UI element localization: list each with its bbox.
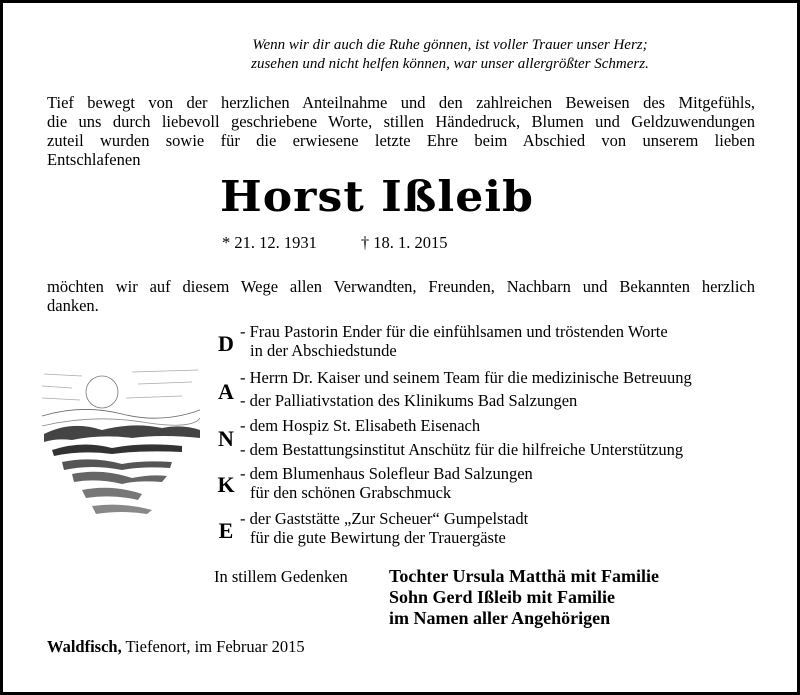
thanks-text	[47, 277, 755, 315]
poem	[0, 36, 800, 74]
intro-text	[47, 93, 755, 169]
danke-item-line: - dem Hospiz St. Elisabeth Eisenach	[240, 416, 481, 435]
thanks-line: danken.	[47, 296, 99, 315]
danke-item-line: für den schönen Grabschmuck	[250, 483, 452, 502]
intro-line: Tief bewegt von der herzlichen Anteilnahme und den zahlreichen Beweisen des Mitgefühls,	[47, 93, 755, 112]
danke-letter: D	[218, 331, 234, 356]
danke-letter: A	[218, 379, 234, 404]
danke-item	[240, 509, 528, 547]
danke-item-line: - dem Blumenhaus Solefleur Bad Salzungen	[240, 464, 533, 483]
place-name: Waldfisch,	[47, 637, 122, 656]
danke-item-line: - Herrn Dr. Kaiser und seinem Team für die medizinische Betreuung	[240, 368, 692, 387]
danke-item	[240, 416, 480, 435]
signers	[389, 566, 659, 629]
intro-line: die uns durch liebevoll geschriebene Worte, stillen Händedruck, Blumen und Geldzuwendungen	[47, 112, 755, 131]
danke-item-line: in der Abschiedstunde	[250, 341, 397, 360]
in-memory-label: In stillem Gedenken	[214, 567, 348, 586]
danke-letter: E	[218, 518, 234, 543]
danke-item	[240, 391, 577, 410]
danke-item	[240, 464, 533, 502]
signer-line: Sohn Gerd Ißleib mit Familie	[389, 587, 616, 607]
danke-item	[240, 368, 692, 387]
danke-letter: K	[217, 472, 235, 497]
danke-item	[240, 322, 668, 360]
danke-item-line: - der Gaststätte „Zur Scheuer“ Gumpelstadt	[240, 509, 529, 528]
deceased-name: Horst Ißleib	[220, 172, 535, 221]
birth-date: * 21. 12. 1931	[222, 233, 317, 252]
death-date: † 18. 1. 2015	[360, 233, 448, 252]
danke-item-line: - Frau Pastorin Ender für die einfühlsamen und tröstenden Worte	[240, 322, 668, 341]
signer-line: im Namen aller Angehörigen	[389, 608, 611, 628]
sunset-mountains-drawing-icon	[42, 364, 200, 516]
signer-line: Tochter Ursula Matthä mit Familie	[389, 566, 659, 586]
place-date	[47, 637, 305, 657]
danke-item-line: für die gute Bewirtung der Trauergäste	[250, 528, 506, 547]
intro-line: Entschlafenen	[47, 150, 141, 169]
thanks-line: möchten wir auf diesem Wege allen Verwandten, Freunden, Nachbarn und Bekannten herzlich	[47, 277, 755, 296]
danke-item	[240, 440, 683, 459]
poem-line: zusehen und nicht helfen können, war unser allergrößter Schmerz.	[251, 56, 649, 72]
danke-item-line: - dem Bestattungsinstitut Anschütz für die hilfreiche Unterstützung	[240, 440, 684, 459]
life-dates	[222, 233, 492, 253]
danke-letter: N	[218, 426, 234, 451]
poem-line: Wenn wir dir auch die Ruhe gönnen, ist voller Trauer unser Herz;	[252, 37, 648, 53]
place-rest: Tiefenort, im Februar 2015	[121, 637, 305, 656]
danke-item-line: - der Palliativstation des Klinikums Bad Salzungen	[240, 391, 578, 410]
intro-line: zuteil wurden sowie für die erwiesene letzte Ehre beim Abschied von unserem lieben	[47, 131, 755, 150]
